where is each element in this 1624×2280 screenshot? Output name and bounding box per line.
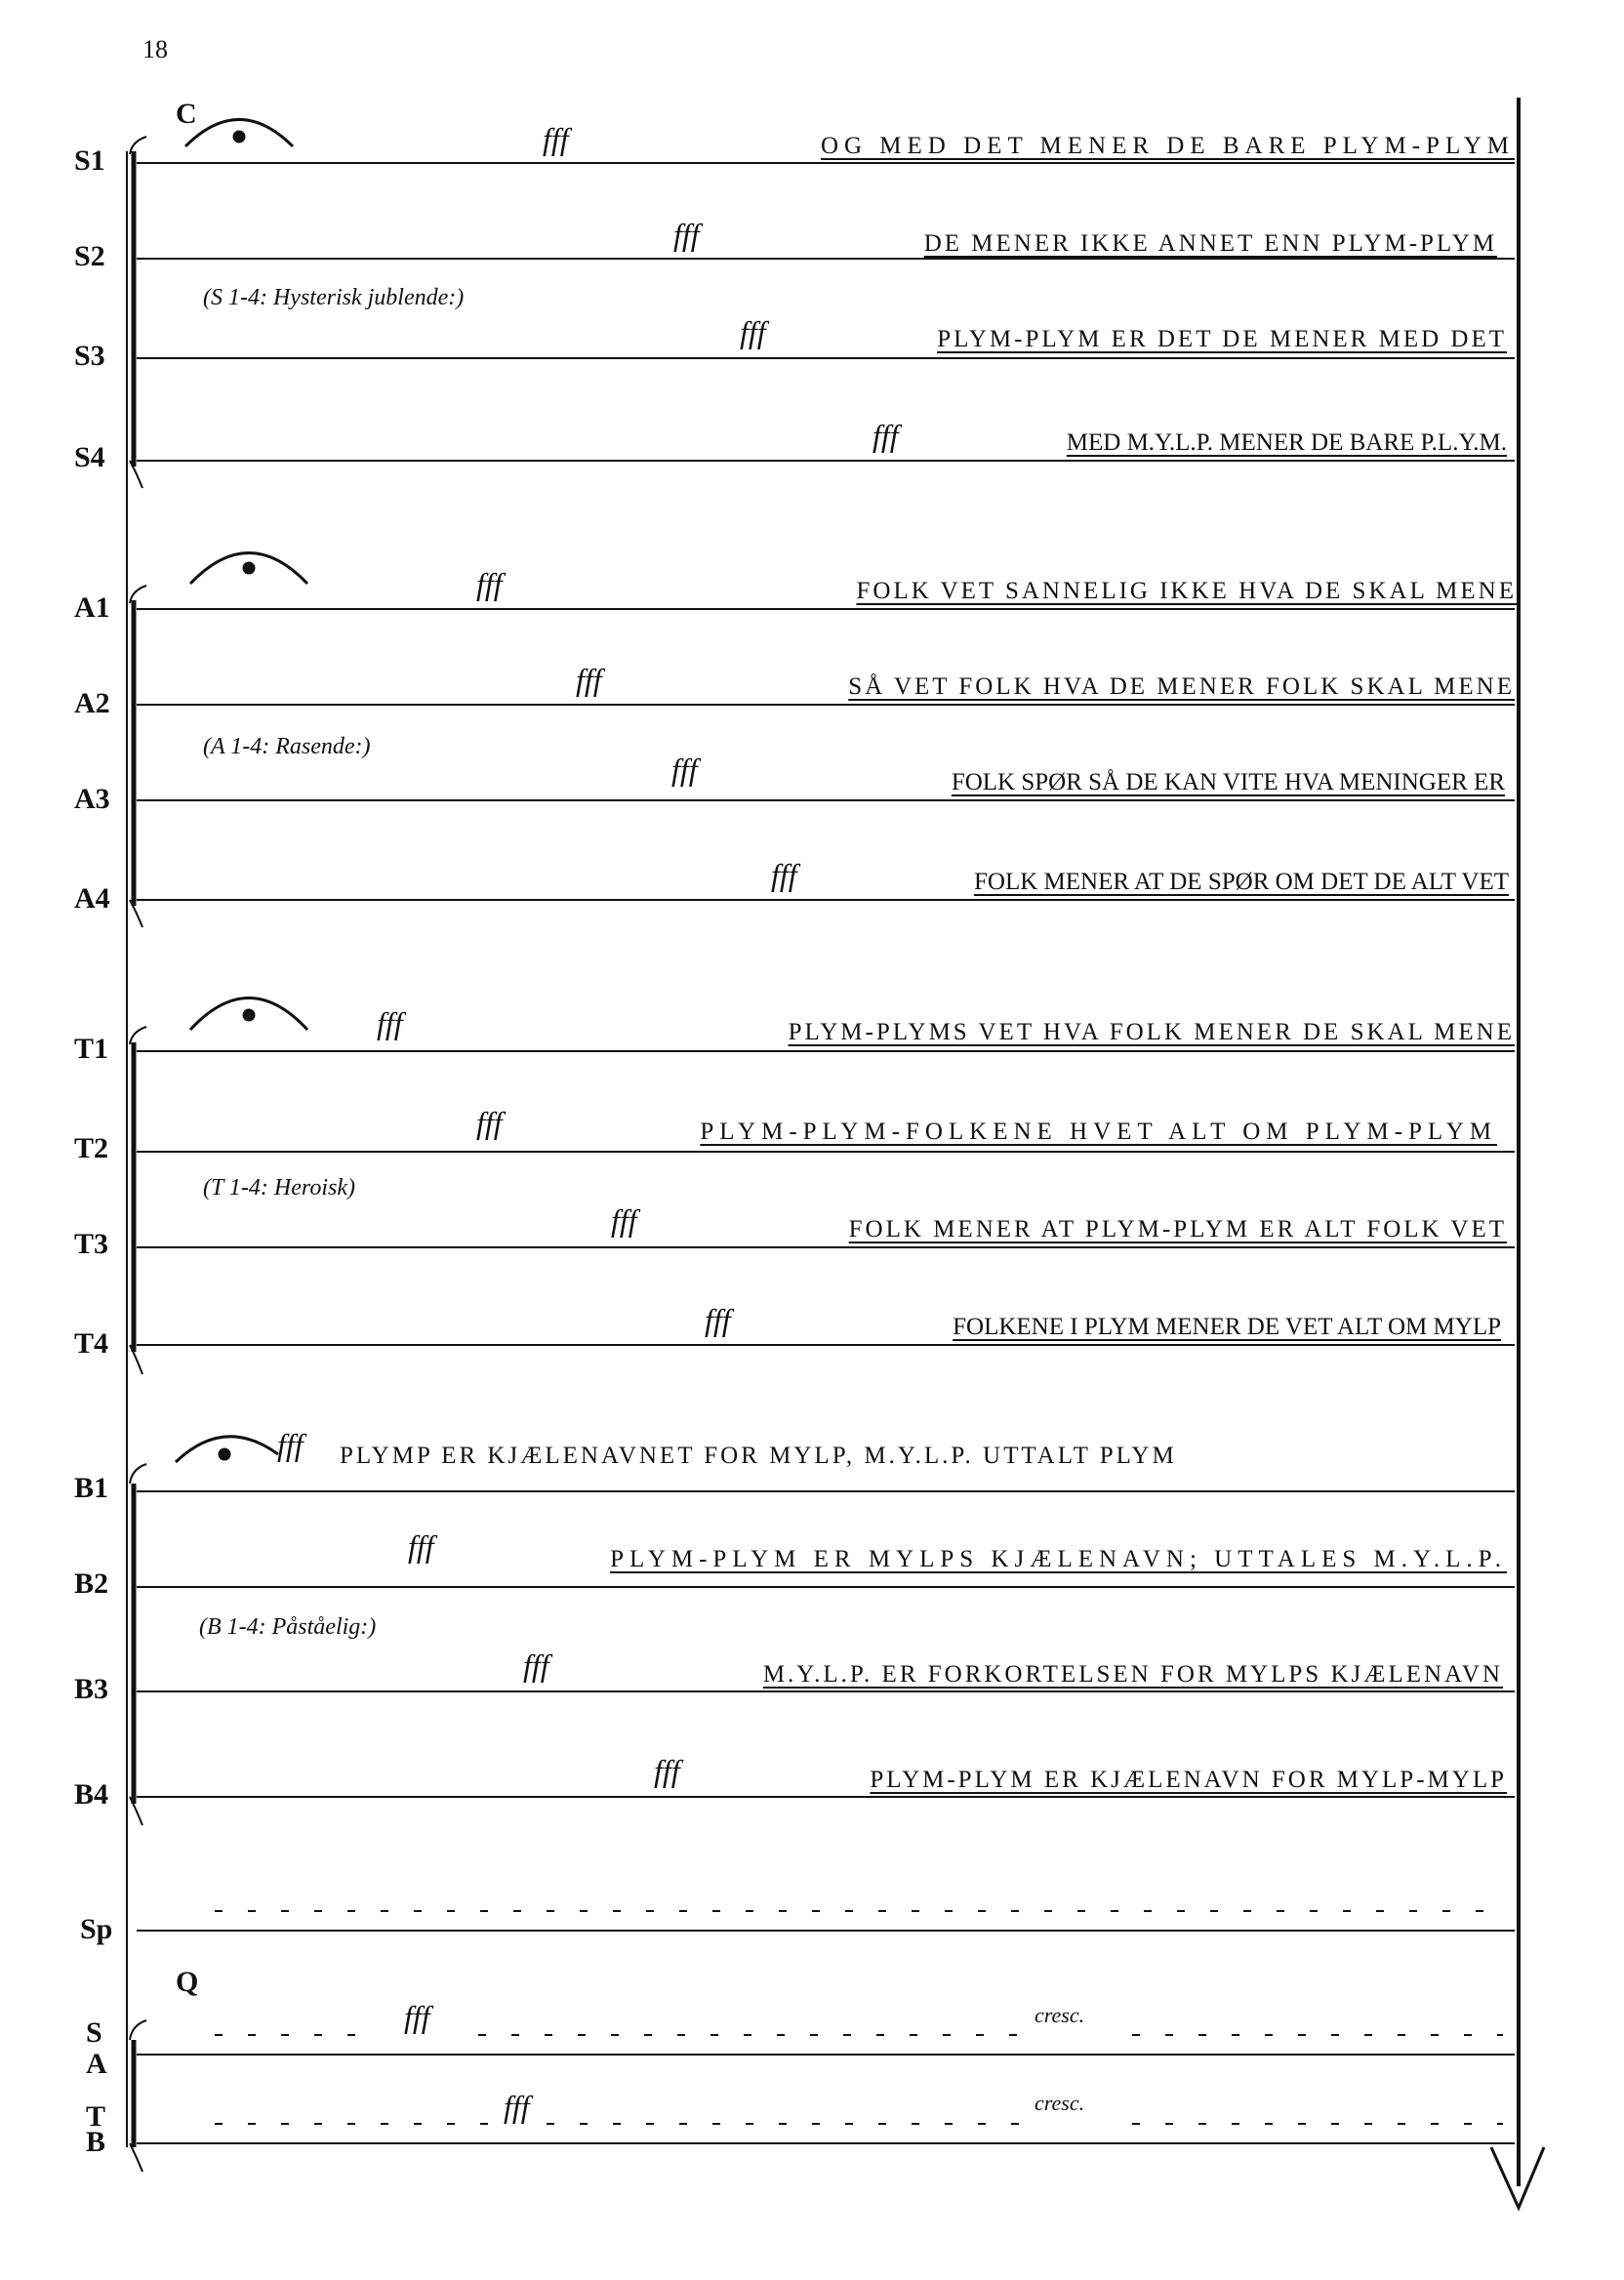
tenor-bracket-top <box>130 1027 146 1044</box>
dynamic-t1: fff <box>377 1005 403 1040</box>
voice-label-s2: S2 <box>74 240 105 272</box>
dynamic-t3: fff <box>611 1202 637 1238</box>
cresc-tutti-sa: cresc. <box>1035 2003 1085 2027</box>
dynamic-s3: fff <box>740 314 766 349</box>
bass-bracket-top <box>130 1464 146 1484</box>
voice-label-a1: A1 <box>74 591 110 624</box>
dynamic-b1: fff <box>277 1427 304 1462</box>
dynamic-s2: fff <box>673 217 700 252</box>
dynamic-tutti-sa: fff <box>404 1999 430 2034</box>
lyric-a3: FOLK SPØR SÅ DE KAN VITE HVA MENINGER ER <box>951 769 1505 795</box>
lyric-b2: PLYM-PLYM ER MYLPS KJÆLENAVN; UTTALES M.Y.L.P. <box>610 1546 1507 1572</box>
lyric-a2: SÅ VET FOLK HVA DE MENER FOLK SKAL MENE <box>848 673 1515 700</box>
voice-label-b3: B3 <box>74 1673 109 1705</box>
page-number: 18 <box>142 35 168 63</box>
lyric-a4: FOLK MENER AT DE SPØR OM DET DE ALT VET <box>974 869 1509 895</box>
voice-label-tutti-s: S <box>86 2016 102 2049</box>
dynamic-a3: fff <box>671 752 698 787</box>
soprano-instruction: (S 1-4: Hysterisk jublende:) <box>203 285 465 310</box>
lyric-a1: FOLK VET SANNELIG IKKE HVA DE SKAL MENE <box>856 578 1517 604</box>
voice-label-t2: T2 <box>74 1132 109 1164</box>
voice-label-b4: B4 <box>74 1778 109 1811</box>
voice-label-tutti-t: T <box>86 2100 106 2133</box>
voice-label-a4: A4 <box>74 882 110 915</box>
section-marker-q: Q <box>176 1966 199 1998</box>
section-marker-c: C <box>176 98 197 130</box>
voice-label-s4: S4 <box>74 441 105 473</box>
dynamic-s1: fff <box>543 121 569 156</box>
cresc-tutti-tb: cresc. <box>1035 2091 1085 2115</box>
staff-lines <box>137 163 1515 2143</box>
lyric-b1: PLYMP ER KJÆLENAVNET FOR MYLP, M.Y.L.P. UTTALT PLYM <box>340 1443 1177 1469</box>
voice-label-a2: A2 <box>74 687 110 719</box>
dynamic-b2: fff <box>408 1528 434 1564</box>
voice-label-b1: B1 <box>74 1472 109 1504</box>
lyric-t1: PLYM-PLYMS VET HVA FOLK MENER DE SKAL MENE <box>788 1019 1515 1045</box>
dynamic-t4: fff <box>705 1302 731 1337</box>
fermata-tenor <box>190 998 307 1031</box>
dynamic-s4: fff <box>873 418 899 453</box>
lyric-s2: DE MENER IKKE ANNET ENN PLYM-PLYM <box>923 230 1497 257</box>
voice-label-tutti-b: B <box>86 2126 106 2158</box>
alto-instruction: (A 1-4: Rasende:) <box>203 734 371 759</box>
voice-label-a3: A3 <box>74 783 110 815</box>
bass-instruction: (B 1-4: Påståelig:) <box>199 1614 377 1640</box>
lyric-b4: PLYM-PLYM ER KJÆLENAVN FOR MYLP-MYLP <box>870 1767 1507 1793</box>
voice-label-t1: T1 <box>74 1033 109 1065</box>
dynamic-t2: fff <box>476 1105 503 1140</box>
lyric-t3: FOLK MENER AT PLYM-PLYM ER ALT FOLK VET <box>848 1216 1507 1242</box>
lyric-t2: PLYM-PLYM-FOLKENE HVET ALT OM PLYM-PLYM <box>700 1119 1497 1145</box>
dynamic-tutti-tb: fff <box>504 2089 530 2124</box>
voice-label-t3: T3 <box>74 1228 109 1260</box>
lyric-s3: PLYM-PLYM ER DET DE MENER MED DET <box>937 326 1507 352</box>
lyric-s1: OG MED DET MENER DE BARE PLYM-PLYM <box>820 133 1515 159</box>
dynamic-a2: fff <box>576 662 602 697</box>
voice-label-s3: S3 <box>74 340 105 372</box>
voice-label-speaker: Sp <box>80 1913 113 1945</box>
dynamic-b3: fff <box>523 1648 549 1683</box>
fermata-soprano <box>185 120 293 147</box>
dynamic-a4: fff <box>771 857 797 892</box>
tenor-instruction: (T 1-4: Heroisk) <box>203 1175 355 1201</box>
voice-label-s1: S1 <box>74 144 105 177</box>
lyric-t4: FOLKENE I PLYM MENER DE VET ALT OM MYLP <box>953 1314 1501 1340</box>
voice-label-tutti-a: A <box>86 2048 107 2080</box>
system-barlines <box>127 151 134 2147</box>
lyric-b3: M.Y.L.P. ER FORKORTELSEN FOR MYLPS KJÆLENAVN <box>762 1661 1503 1688</box>
voice-label-t4: T4 <box>74 1327 109 1360</box>
fermatas <box>176 120 307 1463</box>
dynamic-a1: fff <box>476 566 503 601</box>
lyric-s4: MED M.Y.L.P. MENER DE BARE P.L.Y.M. <box>1066 429 1507 456</box>
fermata-bass <box>176 1437 278 1462</box>
dynamic-b4: fff <box>654 1753 680 1788</box>
fermata-alto <box>190 553 307 585</box>
voice-label-b2: B2 <box>74 1568 109 1600</box>
